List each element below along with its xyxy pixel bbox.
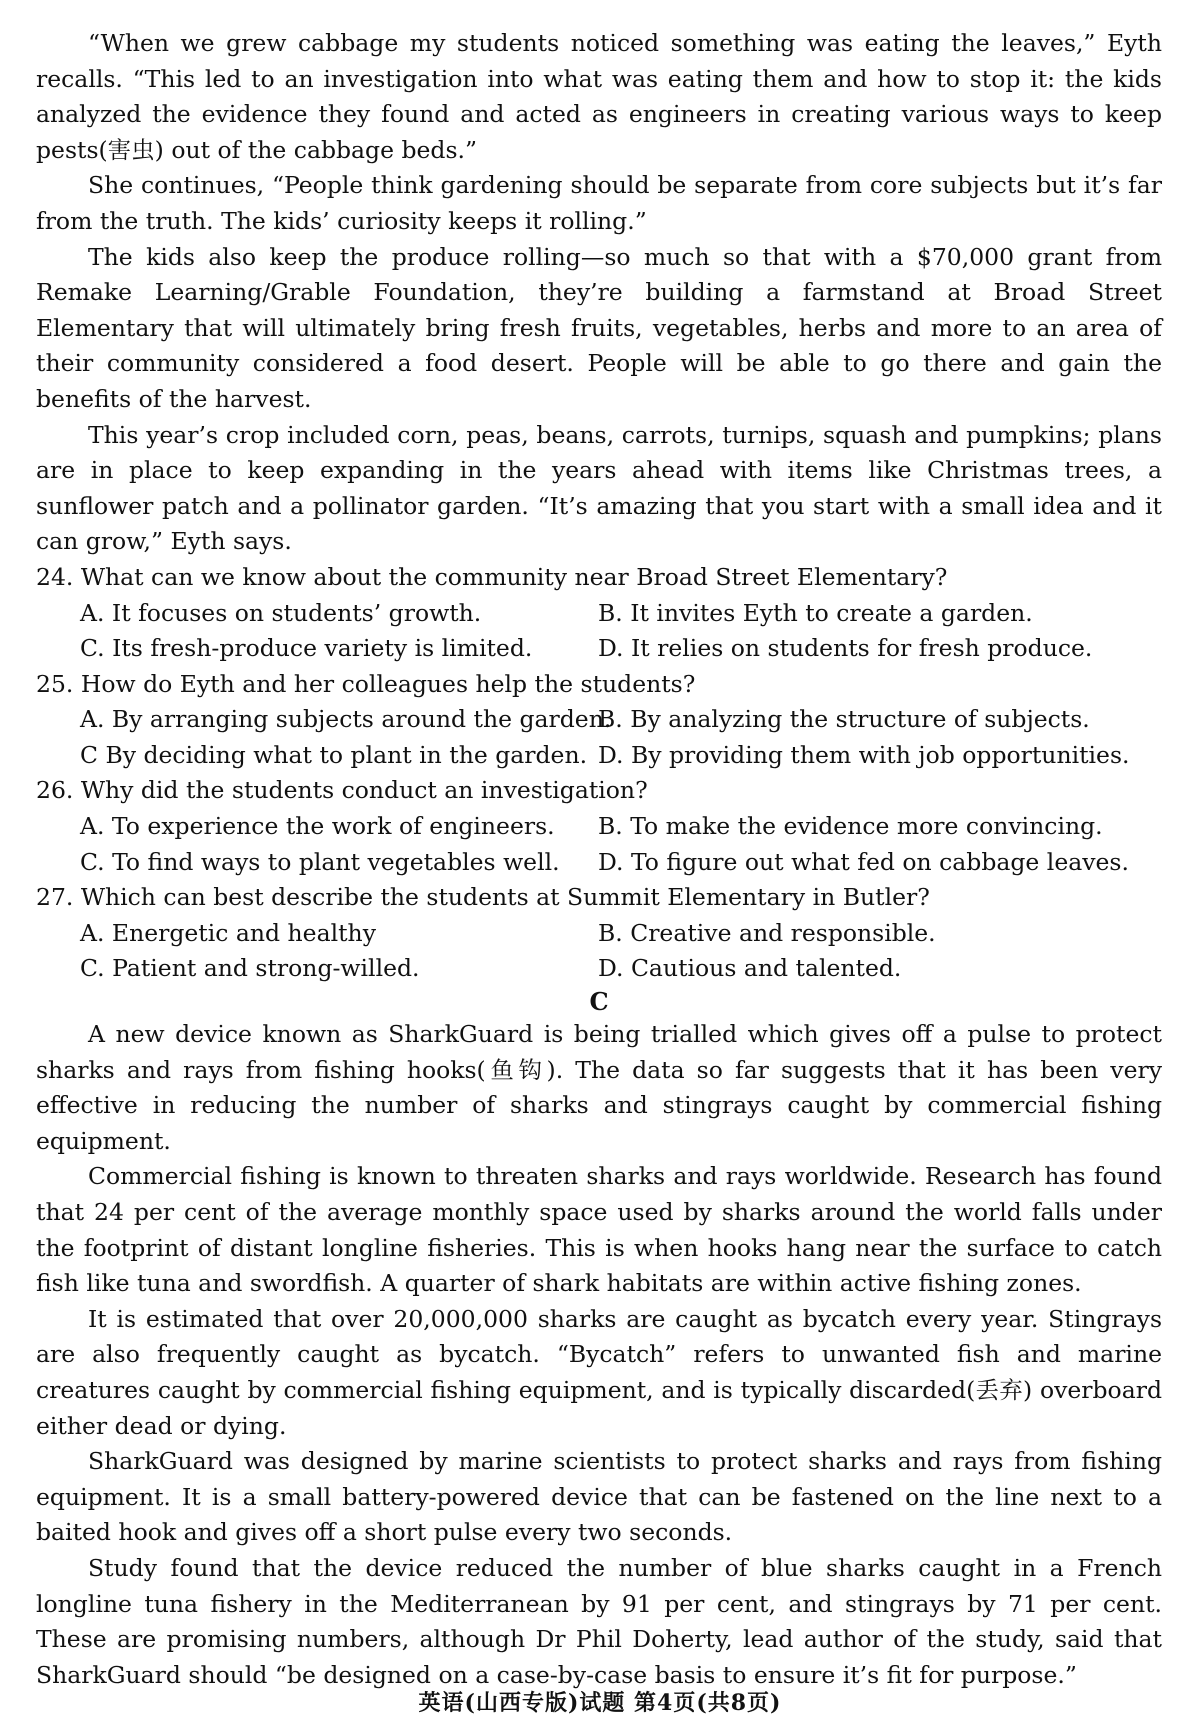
question-27	[36, 880, 1162, 987]
question-26	[36, 773, 1162, 880]
passage-paragraph: She continues, “People think gardening should be separate from core subjects but it’s far from the truth. The kids’ curiosity keeps it rolling.”	[36, 171, 1162, 235]
option-grid	[36, 916, 1162, 987]
question-25	[36, 667, 1162, 774]
question-stem: 27. Which can best describe the students at Summit Elementary in Butler?	[36, 883, 930, 912]
option-a: A. It focuses on students’ growth.	[80, 598, 482, 627]
option-c: C. Its fresh-produce variety is limited.	[80, 634, 533, 663]
option-grid	[36, 702, 1162, 773]
option-d: D. To figure out what fed on cabbage leaves.	[598, 847, 1129, 876]
option-c: C. To find ways to plant vegetables well.	[80, 847, 560, 876]
passage-paragraph: Commercial fishing is known to threaten sharks and rays worldwide. Research has found that 24 per cent of the average monthly space used by sharks around the world falls under the footprint of distant longline fisheries. This is when hooks hang near the surface to catch fish like tuna and swordfish. A quarter of shark habitats are within active fishing zones.	[36, 1162, 1162, 1298]
passage-paragraph: “When we grew cabbage my students noticed something was eating the leaves,” Eyth recalls. “This led to an investigation into what was eating them and how to stop it: the kids analyzed the evidence they found and acted as engineers in creating various ways to keep pests(害虫) out of the cabbage beds.”	[36, 29, 1162, 164]
option-b: B. Creative and responsible.	[598, 918, 936, 947]
passage-paragraph: It is estimated that over 20,000,000 sharks are caught as bycatch every year. Stingrays are also frequently caught as bycatch. “Bycatch” refers to unwanted fish and marine creatures caught by commercial fishing equipment, and is typically discarded(丢弃) overboard either dead or dying.	[36, 1304, 1162, 1440]
option-d: D. Cautious and talented.	[598, 954, 902, 983]
question-stem: 24. What can we know about the community near Broad Street Elementary?	[36, 562, 948, 591]
passage-paragraph: The kids also keep the produce rolling—so much so that with a $70,000 grant from Remake Learning/Grable Foundation, they’re building a farmstand at Broad Street Elementary that will ultimately bring fresh fruits, vegetables, herbs and more to an area of their community considered a food desert. People will be able to go there and gain the benefits of the harvest.	[36, 242, 1162, 413]
question-list	[36, 560, 1162, 987]
passage-paragraph: A new device known as SharkGuard is being trialled which gives off a pulse to protect sharks and rays from fishing hooks(鱼钩). The data so far suggests that it has been very effective in reducing the number of sharks and stingrays caught by commercial fishing equipment.	[36, 1020, 1162, 1155]
passage-b-continuation	[36, 26, 1162, 560]
option-b: B. To make the evidence more convincing.	[598, 812, 1103, 841]
option-b: B. By analyzing the structure of subjects.	[598, 705, 1090, 734]
option-d: D. By providing them with job opportunities.	[598, 740, 1130, 769]
option-b: B. It invites Eyth to create a garden.	[598, 598, 1033, 627]
question-stem: 26. Why did the students conduct an investigation?	[36, 776, 648, 805]
option-d: D. It relies on students for fresh produce.	[598, 634, 1093, 663]
option-grid	[36, 809, 1162, 880]
option-a: A. Energetic and healthy	[80, 918, 376, 947]
passage-c	[36, 1017, 1162, 1693]
passage-paragraph: SharkGuard was designed by marine scientists to protect sharks and rays from fishing equipment. It is a small battery-powered device that can be fastened on the line next to a baited hook and gives off a short pulse every two seconds.	[36, 1447, 1162, 1547]
passage-paragraph: This year’s crop included corn, peas, beans, carrots, turnips, squash and pumpkins; plans are in place to keep expanding in the years ahead with items like Christmas trees, a sunflower patch and a pollinator garden. “It’s amazing that you start with a small idea and it can grow,” Eyth says.	[36, 420, 1162, 556]
question-stem: 25. How do Eyth and her colleagues help the students?	[36, 669, 696, 698]
section-heading-c: C	[589, 987, 609, 1017]
option-a: A. To experience the work of engineers.	[80, 812, 555, 841]
option-grid	[36, 596, 1162, 667]
question-24	[36, 560, 1162, 667]
page-footer: 英语(山西专版)试题 第4页(共8页)	[418, 1690, 782, 1716]
passage-paragraph: Study found that the device reduced the number of blue sharks caught in a French longline tuna fishery in the Mediterranean by 91 per cent, and stingrays by 71 per cent. These are promising numbers, although Dr Phil Doherty, lead author of the study, said that SharkGuard should “be designed on a case-by-case basis to ensure it’s fit for purpose.”	[36, 1553, 1162, 1689]
option-c: C By deciding what to plant in the garden.	[80, 740, 588, 769]
option-c: C. Patient and strong-willed.	[80, 954, 420, 983]
option-a: A. By arranging subjects around the garden.	[80, 705, 612, 734]
